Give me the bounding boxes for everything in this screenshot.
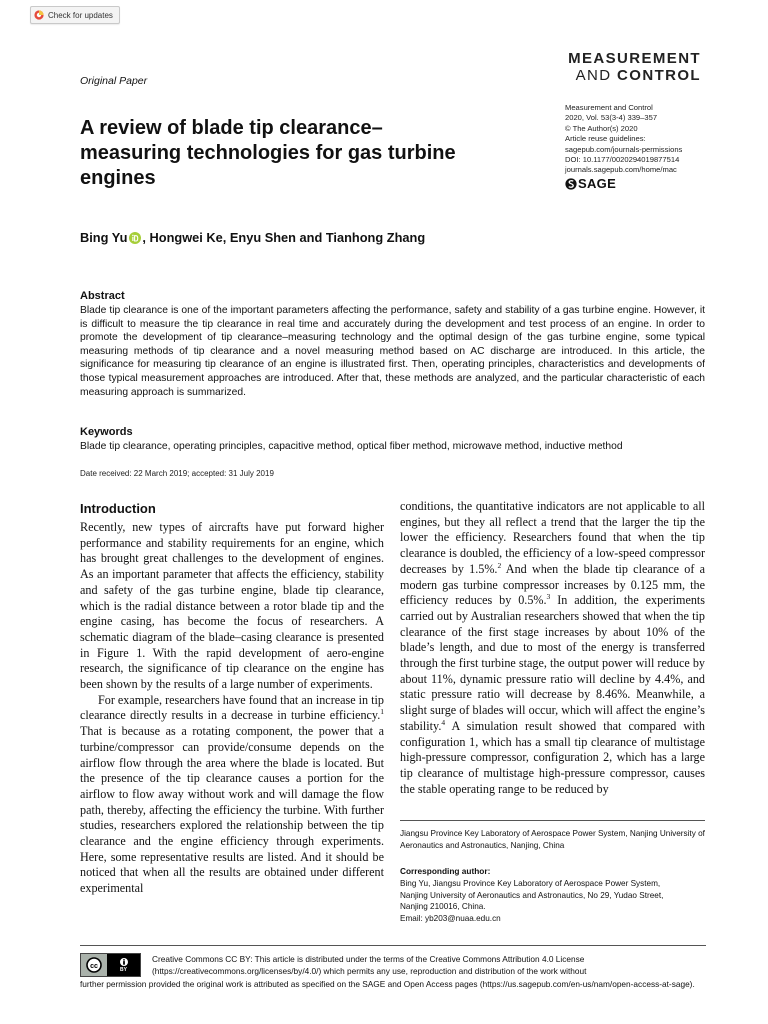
- check-for-updates-label: Check for updates: [48, 10, 113, 20]
- meta-doi-link[interactable]: DOI: 10.1177/0020294019877514: [565, 155, 680, 165]
- svg-text:cc: cc: [90, 962, 98, 970]
- meta-journal-link[interactable]: journals.sagepub.com/home/mac: [565, 165, 677, 175]
- meta-permissions-link[interactable]: sagepub.com/journals-permissions: [565, 144, 683, 154]
- intro-paragraph-2-continued: conditions, the quantitative indicators are not applicable to all engines, but they all reflect a trend that the larger the tip the lower the efficiency. Researchers found that when the tip clearance is doubled, the efficiency of a low-speed compressor decreases by 1.5%.$^2$ And when the blade tip clearance of a modern gas turbine compressor increases by 0.125 mm, the efficiency reduces by 0.5%.$^3$ In addition, the experiments carried out by Australian researchers showed that when the tip clearance of the first stage increases by about 10% of the blade’s length, and due to most of the energy is transferred through the first turbine stage, the output power will reduce by about 11%, dynamic pressure ratio will decline by 4.4%, and static pressure ratio will decrease by 8.46%. Meanwhile, a slight surge of blades will occur, which will affect the engine’s stability.$^4$ A simulation result showed that compared with configuration 1, which has a small tip clearance of multistage high-pressure compressor, configuration 2, which has a large tip clearance of multistage high-pressure compressor, causes the stable operating range to be reduced by: [400, 499, 705, 796]
- introduction-heading: Introduction: [80, 501, 156, 516]
- journal-logo-line1: MEASUREMENT: [568, 50, 701, 67]
- footer-divider: [80, 945, 706, 946]
- author-list: [80, 230, 425, 245]
- check-for-updates-button[interactable]: [30, 6, 120, 24]
- citation-ref-4[interactable]: 4: [441, 717, 446, 727]
- affiliation: Jiangsu Province Key Laboratory of Aerospace Power System, Nanjing University of Aeronautics and Astronautics, Nanjing, China: [400, 829, 705, 850]
- corresponding-author-heading: Corresponding author:: [400, 866, 491, 876]
- license-text-continued: further permission provided the original work is attributed as specified on the SAGE and Open Access pages (https://us.sagepub.com/en-us/nam/open-access-at-sage).: [80, 979, 695, 989]
- citation-ref-1[interactable]: 1: [380, 707, 384, 717]
- creative-commons-icon: [86, 957, 102, 973]
- meta-reuse: Article reuse guidelines:: [565, 134, 646, 144]
- publisher-name: SAGE: [578, 176, 617, 191]
- journal-logo: [568, 50, 701, 84]
- article-type: Original Paper: [80, 75, 148, 87]
- intro-paragraph-2: For example, researchers have found that an increase in tip clearance directly results in a decrease in turbine efficiency.$^1$ That is because as a rotating component, the power that a turbine/compressor can provide/consume depends on the airflow flow through the area where the blade is located. But the presence of the tip clearance causes a portion for the airflow to flow away without work and will damage the flow path, thereby, affecting the efficiency the turbine. With further studies, researchers explored the relationship between the tip clearance and the engine efficiency through experiments. Here, some representative results are listed. And it should be noticed that when all the results are obtained under different experimental: [80, 692, 384, 896]
- sage-logo-icon: [565, 177, 577, 191]
- abstract-heading: Abstract: [80, 290, 125, 302]
- license-text: Creative Commons CC BY: This article is distributed under the terms of the Creative Commons Attribution 4.0 License (https://creativecommons.org/licenses/by/4.0/) which permits any use, reproduction and distribution of the work without: [152, 954, 587, 977]
- meta-journal: Measurement and Control: [565, 103, 653, 112]
- citation-ref-3[interactable]: 3: [546, 592, 551, 602]
- meta-copyright: © The Author(s) 2020: [565, 123, 638, 133]
- article-title: A review of blade tip clearance–measuring technologies for gas turbine engines: [80, 117, 456, 189]
- footnote-divider: [400, 820, 705, 821]
- date-received: Date received: 22 March 2019; accepted: 31 July 2019: [80, 469, 274, 478]
- keywords-text: Blade tip clearance, operating principles, capacitive method, optical fiber method, microwave method, inductive method: [80, 441, 623, 452]
- cc-by-license-badge[interactable]: [80, 953, 141, 977]
- keywords-heading: Keywords: [80, 426, 133, 438]
- citation-ref-2[interactable]: 2: [497, 560, 502, 570]
- meta-volume: 2020, Vol. 53(3-4) 339–357: [565, 113, 658, 123]
- attribution-person-icon: [119, 957, 129, 967]
- author-others: , Hongwei Ke, Enyu Shen and Tianhong Zhang: [142, 230, 426, 245]
- author-first[interactable]: Bing Yu: [80, 230, 128, 245]
- publisher-logo: [565, 176, 616, 191]
- body-column-right: [400, 499, 705, 797]
- journal-metadata: [565, 103, 682, 176]
- cc-by-label: BY: [120, 967, 127, 973]
- journal-logo-line2: AND CONTROL: [575, 67, 701, 84]
- orcid-icon[interactable]: [129, 232, 141, 244]
- body-column-left: [80, 520, 384, 897]
- corresponding-email-link[interactable]: Email: yb203@nuaa.edu.cn: [400, 913, 501, 923]
- abstract-text: Blade tip clearance is one of the important parameters affecting the performance, safety and stability of a gas turbine engine. However, it is difficult to measure the tip clearance in real time and accurately during the development and test process of an engine. In order to promote the development of tip clearance–measuring technology and the optimal design of the gas turbine engine, some typical measuring methods of tip clearance and a novel measuring method based on AC discharge are introduced. In this article, the significance for measuring tip clearance of an engine is illustrated first. Then, operating principles, characteristics and developments of those typical measurement approaches are introduced. After that, these methods are analyzed, and the particular characteristic of each measuring approach is summarized.: [80, 305, 705, 398]
- intro-paragraph-1: Recently, new types of aircrafts have put forward higher performance and stability requirements for an engine, which has brought great challenges to the development of engines. As an important parameter that affects the efficiency, stability and safety of the gas turbine engine, blade tip clearance, which is the radial distance between a rotor blade tip and the engine casing, has become the focus of researchers. A schematic diagram of the blade–casing clearance is presented in Figure 1. With the rapid development of aero-engine research, the significance of tip clearance on the engine has been shown by the results of a large number of experiments.: [80, 520, 384, 692]
- check-for-updates-icon: [34, 10, 44, 20]
- corresponding-author-details: Bing Yu, Jiangsu Province Key Laboratory of Aerospace Power System, Nanjing University of Aeronautics and Astronautics, No 29, Yudao Street, Nanjing 210016, China. Email: yb203@nuaa.edu.cn: [400, 878, 705, 924]
